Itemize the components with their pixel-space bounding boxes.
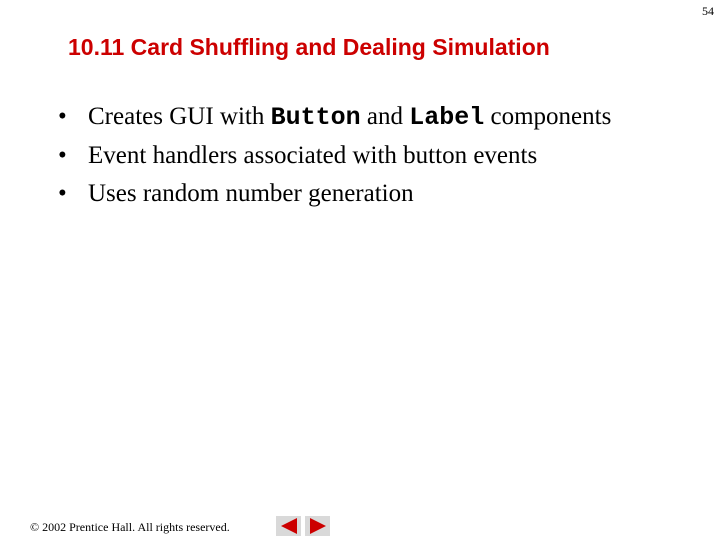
bullet-item — [58, 175, 688, 213]
bullet-text: Creates GUI with — [88, 103, 271, 130]
bullet-text: Uses random number generation — [88, 180, 414, 207]
bullet-item — [58, 98, 688, 137]
slide-title: 10.11 Card Shuffling and Dealing Simulation — [68, 34, 550, 60]
next-slide-button[interactable] — [305, 516, 330, 536]
page-number: 54 — [702, 4, 714, 18]
right-arrow-icon — [309, 518, 327, 534]
slide-navigation — [276, 516, 330, 536]
bullet-mark: • — [58, 180, 67, 207]
bullet-text: components — [484, 103, 612, 130]
copyright-footer — [30, 520, 230, 535]
previous-slide-button[interactable] — [276, 516, 301, 536]
copyright-text: 2002 Prentice Hall. All rights reserved. — [39, 520, 230, 534]
bullet-item — [58, 137, 688, 175]
bullet-mark: • — [58, 103, 67, 130]
bullet-mark: • — [58, 142, 67, 169]
code-button: Button — [270, 103, 361, 132]
left-arrow-icon — [280, 518, 298, 534]
bullet-list — [58, 98, 688, 213]
code-label: Label — [409, 103, 485, 132]
bullet-text: and — [360, 103, 410, 130]
copyright-icon: © — [30, 520, 40, 534]
bullet-text: Event handlers associated with button events — [88, 142, 538, 169]
